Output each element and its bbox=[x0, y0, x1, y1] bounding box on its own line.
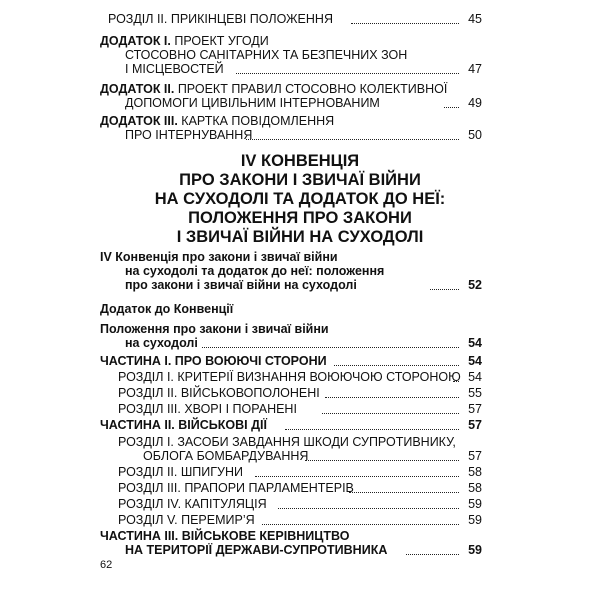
toc-page-number: 50 bbox=[468, 128, 482, 142]
toc-entry-text: на суходолі bbox=[125, 336, 198, 350]
toc-entry-text: КАРТКА ПОВІДОМЛЕННЯ bbox=[177, 114, 335, 128]
dot-leader bbox=[430, 278, 459, 290]
toc-page-number: 52 bbox=[468, 278, 482, 292]
dot-leader bbox=[236, 62, 459, 74]
toc-entry-text: ЧАСТИНА III. ВІЙСЬКОВЕ КЕРІВНИЦТВО bbox=[100, 529, 350, 543]
dot-leader bbox=[255, 465, 459, 477]
toc-entry-label: ДОДАТОК I. bbox=[100, 34, 171, 48]
toc-entry-text: про закони і звичаї війни на суходолі bbox=[125, 278, 357, 292]
toc-entry-text: РОЗДІЛ III. ХВОРІ І ПОРАНЕНІ bbox=[118, 402, 297, 416]
toc-entry-text: СТОСОВНО САНІТАРНИХ ТА БЕЗПЕЧНИХ ЗОН bbox=[125, 48, 408, 62]
section-title-line: IV КОНВЕНЦІЯ bbox=[240, 152, 360, 170]
dot-leader bbox=[351, 12, 459, 24]
toc-entry-text: ЧАСТИНА II. ВІЙСЬКОВІ ДІЇ bbox=[100, 418, 267, 432]
toc-entry-text: ПРОЕКТ ПРАВИЛ СТОСОВНО КОЛЕКТИВНОЇ bbox=[174, 82, 448, 96]
section-title-line: НА СУХОДОЛІ ТА ДОДАТОК ДО НЕЇ: bbox=[154, 190, 446, 208]
toc-page-number: 58 bbox=[468, 465, 482, 479]
toc-entry-text: РОЗДІЛ II. ВІЙСЬКОВОПОЛОНЕНІ bbox=[118, 386, 320, 400]
toc-page-number: 59 bbox=[468, 497, 482, 511]
toc-page-number: 49 bbox=[468, 96, 482, 110]
dot-leader bbox=[444, 96, 459, 108]
toc-page-number: 54 bbox=[468, 336, 482, 350]
toc-page-number: 57 bbox=[468, 418, 482, 432]
toc-entry-text: ЧАСТИНА I. ПРО ВОЮЮЧІ СТОРОНИ bbox=[100, 354, 327, 368]
toc-entry-text: РОЗДІЛ III. ПРАПОРИ ПАРЛАМЕНТЕРІВ bbox=[118, 481, 354, 495]
dot-leader bbox=[202, 336, 459, 348]
toc-entry-text: РОЗДІЛ II. ШПИГУНИ bbox=[118, 465, 243, 479]
toc-entry-text: ДОПОМОГИ ЦИВІЛЬНИМ ІНТЕРНОВАНИМ bbox=[125, 96, 380, 110]
toc-page-number: 55 bbox=[468, 386, 482, 400]
toc-entry-text: Положення про закони і звичаї війни bbox=[100, 322, 329, 336]
dot-leader bbox=[262, 513, 459, 525]
dot-leader bbox=[322, 402, 459, 414]
toc-entry-label: ДОДАТОК II. bbox=[100, 82, 175, 96]
toc-entry-text: І МІСЦЕВОСТЕЙ bbox=[125, 62, 224, 76]
section-title-line: ПОЛОЖЕННЯ ПРО ЗАКОНИ bbox=[188, 209, 412, 227]
toc-entry-label: ДОДАТОК III. bbox=[100, 114, 178, 128]
toc-entry-text: Додаток до Конвенції bbox=[100, 302, 234, 316]
toc-entry-text: ПРОЕКТ УГОДИ bbox=[170, 34, 269, 48]
dot-leader bbox=[246, 128, 459, 140]
dot-leader bbox=[325, 386, 459, 398]
toc-entry-text: РОЗДІЛ IV. КАПІТУЛЯЦІЯ bbox=[118, 497, 267, 511]
toc-entry-text: ПРО ІНТЕРНУВАННЯ bbox=[125, 128, 253, 142]
dot-leader bbox=[334, 354, 459, 366]
section-title bbox=[100, 152, 500, 247]
dot-leader bbox=[349, 481, 459, 493]
dot-leader bbox=[305, 449, 459, 461]
toc-entry-text: РОЗДІЛ V. ПЕРЕМИР’Я bbox=[118, 513, 255, 527]
toc-page-number: 57 bbox=[468, 449, 482, 463]
toc-entry-text: IV Конвенція про закони і звичаї війни bbox=[100, 250, 338, 264]
section-title-line: ПРО ЗАКОНИ І ЗВИЧАЇ ВІЙНИ bbox=[179, 171, 421, 189]
toc-page-number: 45 bbox=[468, 12, 482, 26]
toc-entry-text: ОБЛОГА БОМБАРДУВАННЯ bbox=[143, 449, 309, 463]
dot-leader bbox=[406, 543, 459, 555]
toc-page-number: 54 bbox=[468, 354, 482, 368]
page-footer-number: 62 bbox=[100, 559, 113, 571]
section-title-line: І ЗВИЧАЇ ВІЙНИ НА СУХОДОЛІ bbox=[176, 228, 424, 246]
toc-entry-text: РОЗДІЛ II. ПРИКІНЦЕВІ ПОЛОЖЕННЯ bbox=[108, 12, 333, 26]
dot-leader bbox=[278, 497, 459, 509]
toc-page-number: 59 bbox=[468, 513, 482, 527]
toc-entry-text: РОЗДІЛ I. ЗАСОБИ ЗАВДАННЯ ШКОДИ СУПРОТИВНИКУ, bbox=[118, 435, 456, 449]
toc-page-number: 59 bbox=[468, 543, 482, 557]
toc-entry-text: на суходолі та додаток до неї: положення bbox=[125, 264, 385, 278]
toc-page-number: 58 bbox=[468, 481, 482, 495]
toc-page-number: 54 bbox=[468, 370, 482, 384]
dot-leader bbox=[453, 370, 459, 382]
toc-page-number: 47 bbox=[468, 62, 482, 76]
toc-page-number: 57 bbox=[468, 402, 482, 416]
toc-entry-text: РОЗДІЛ I. КРИТЕРІЇ ВИЗНАННЯ ВОЮЮЧОЮ СТОРОНОЮ bbox=[118, 370, 461, 384]
dot-leader bbox=[285, 418, 459, 430]
toc-entry-text: НА ТЕРИТОРІЇ ДЕРЖАВИ-СУПРОТИВНИКА bbox=[125, 543, 388, 557]
